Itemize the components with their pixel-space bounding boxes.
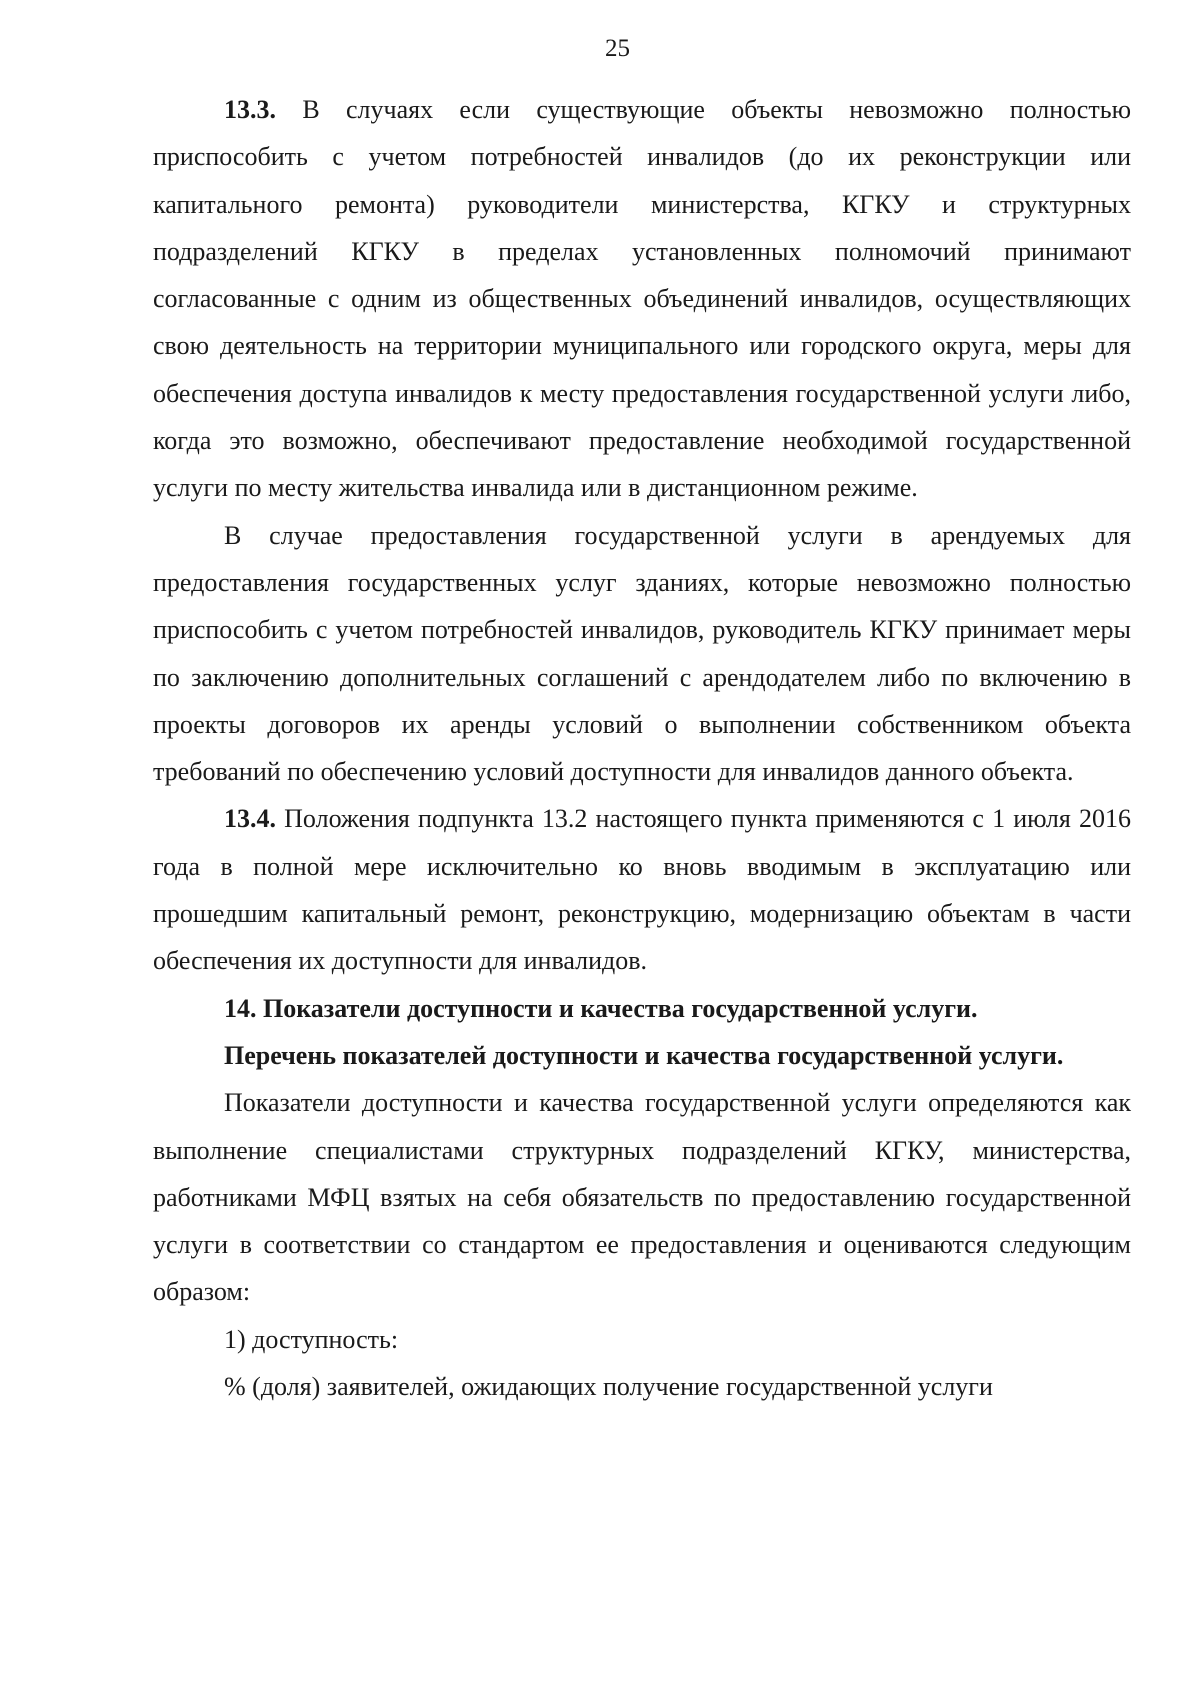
paragraph-13-4-text: Положения подпункта 13.2 настоящего пункта применяются с 1 июля 2016 года в полной мере исключительно ко вновь вводимым в эксплуатацию или прошедшим капитальный ремонт, реконструкцию, модернизацию объектам в части обеспечения их доступности для инвалидов. (153, 804, 1131, 976)
item-number-13-3: 13.3. (224, 95, 276, 124)
item-number-13-4: 13.4. (224, 804, 276, 834)
paragraph-indicators: Показатели доступности и качества государственной услуги определяются как выполнение специалистами структурных подразделений КГКУ, министерства, работниками МФЦ взятых на себя обязательств по предоставлению государственной услуги в соответствии со стандартом ее предоставления и оцениваются следующим образом: (153, 1088, 1131, 1307)
page-number: 25 (605, 35, 630, 62)
document-body (153, 86, 1131, 1410)
paragraph-rented-buildings: В случае предоставления государственной услуги в арендуемых для предоставления государственных услуг зданиях, которые невозможно полностью приспособить с учетом потребностей инвалидов, руководитель КГКУ принимает меры по заключению дополнительных соглашений с арендодателем либо по включению в проекты договоров их аренды условий о выполнении собственником объекта требований по обеспечению условий доступности для инвалидов данного объекта. (153, 520, 1131, 787)
paragraph-percent-applicants: % (доля) заявителей, ожидающих получение государственной услуги (224, 1372, 993, 1402)
section-heading-14: 14. Показатели доступности и качества государственной услуги. (224, 993, 978, 1023)
section-subheading: Перечень показателей доступности и качества государственной услуги. (224, 1040, 1064, 1070)
paragraph-13-3 (153, 86, 1131, 512)
paragraph-13-4 (153, 795, 1131, 984)
paragraph-13-3-text: В случаях если существующие объекты невозможно полностью приспособить с учетом потребностей инвалидов (до их реконструкции или капитального ремонта) руководители министерства, КГКУ и структурных подразделений КГКУ в пределах установленных полномочий принимают согласованные с одним из общественных объединений инвалидов, осуществляющих свою деятельность на территории муниципального или городского округа, меры для обеспечения доступа инвалидов к месту предоставления государственной услуги либо, когда это возможно, обеспечивают предоставление необходимой государственной услуги по месту жительства инвалида или в дистанционном режиме. (153, 95, 1131, 503)
list-item-accessibility: 1) доступность: (224, 1324, 399, 1354)
